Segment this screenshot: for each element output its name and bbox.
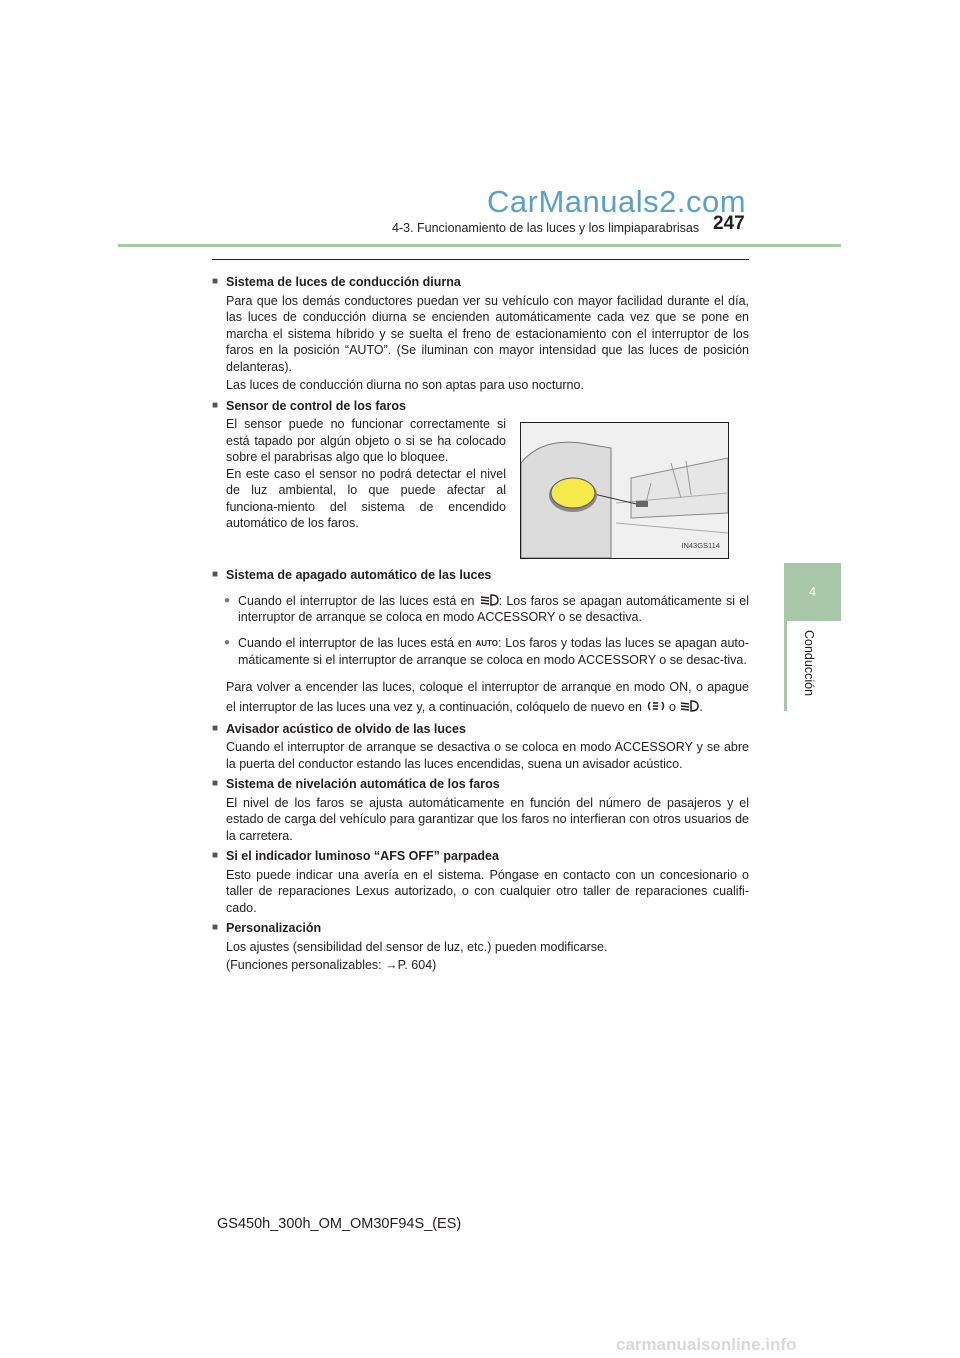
bullet-auto-text-b: : Los faros y todas las luces se apagan auto-máticamente si el interruptor de arranque se coloca en modo ACCESSORY o se desac-tiva. <box>238 635 750 667</box>
chapter-tab: 4 <box>784 563 841 621</box>
text-sensor-2: En este caso el sensor no podrá detectar el nivel de luz ambiental, lo que puede afectar al funciona-miento del sistema de encendido automático de los faros. <box>226 466 506 530</box>
header-rule <box>118 244 841 247</box>
section-rule <box>212 259 749 260</box>
position-lights-icon <box>646 699 666 713</box>
sensor-block <box>212 416 749 559</box>
heading-reminder: ■ Avisador acústico de olvido de las luces <box>212 721 749 738</box>
page-number: 247 <box>713 213 745 234</box>
sensor-text-block <box>212 416 506 559</box>
bullet-low-beam-text-a: Cuando el interruptor de las luces está en <box>238 593 475 608</box>
text-custom: Los ajustes (sensibilidad del sensor de luz, etc.) pueden modificarse. <box>226 939 608 954</box>
low-beam-icon <box>679 699 699 713</box>
text-custom-2: (Funciones personalizables: →P. 604) <box>226 958 437 972</box>
text-reminder: Cuando el interruptor de arranque se desactiva o se coloca en modo ACCESSORY y se abre la puerta del conductor estando las luces encendidas, suena un avisador acústico. <box>226 740 749 771</box>
page-content <box>212 270 749 978</box>
text-leveling: El nivel de los faros se ajusta automáticamente en función del número de pasajeros y el estado de carga del vehículo para garantizar que los faros no interfieran con otros usuarios de la carretera. <box>226 795 749 843</box>
bullet-auto <box>212 635 749 669</box>
header-section-title: 4-3. Funcionamiento de las luces y los limpiaparabrisas <box>392 221 700 235</box>
heading-drl: ■ Sistema de luces de conducción diurna <box>212 274 749 291</box>
heading-autooff: ■ Sistema de apagado automático de las luces <box>212 567 749 584</box>
watermark-bottom: carmanualsonline.info <box>616 1335 797 1354</box>
bullet-auto-text-a: Cuando el interruptor de las luces está en <box>238 635 472 650</box>
chapter-label: Conducción <box>802 630 816 697</box>
text-drl-2: Las luces de conducción diurna no son aptas para uso nocturno. <box>226 378 584 392</box>
figure-code: IN43GS114 <box>681 540 720 550</box>
auto-icon: AUTO <box>475 638 499 648</box>
bullet-low-beam <box>212 593 749 626</box>
text-autooff-or: o <box>668 699 676 714</box>
low-beam-icon <box>479 593 499 607</box>
text-autooff <box>212 677 749 717</box>
bullet-low-beam-text-b: : Los faros se apagan automáticamente si el interruptor de arranque se coloca en modo ACCESSORY o se desactiva. <box>238 593 749 624</box>
text-autooff-end: . <box>699 699 703 714</box>
text-sensor: El sensor puede no funcionar correctamente si está tapado por algún objeto o si se ha colocado sobre el parabrisas algo que lo bloquee. <box>226 417 506 464</box>
text-autooff-a: Para volver a encender las luces, coloque el interruptor de arranque en modo ON, o apague el interruptor de las luces una vez y, a continuación, colóquelo de nuevo en <box>226 679 749 714</box>
heading-afs: ■ Si el indicador luminoso “AFS OFF” parpadea <box>212 848 749 865</box>
footer-code: GS450h_300h_OM_OM30F94S_(ES) <box>217 1216 462 1232</box>
text-afs: Esto puede indicar una avería en el sistema. Póngase en contacto con un concesionario o taller de reparaciones Lexus autorizado, o con cualquier otro taller de reparaciones cualifi-cado. <box>226 867 749 915</box>
watermark-top: CarManuals2.com <box>487 184 747 219</box>
heading-sensor: ■ Sensor de control de los faros <box>212 398 749 415</box>
heading-custom: ■ Personalización <box>212 920 749 937</box>
sensor-illustration <box>520 422 729 559</box>
heading-leveling: ■ Sistema de nivelación automática de los faros <box>212 776 749 793</box>
text-drl: Para que los demás conductores puedan ver su vehículo con mayor facilidad durante el día, las luces de conducción diurna se encienden automáticamente cada vez que se pone en marcha el sistema híbrido y se suelta el freno de estacionamiento con el interruptor de los faros en la posición “AUTO”. (Se iluminan con mayor intensidad que las luces de posición delanteras). <box>226 293 749 374</box>
